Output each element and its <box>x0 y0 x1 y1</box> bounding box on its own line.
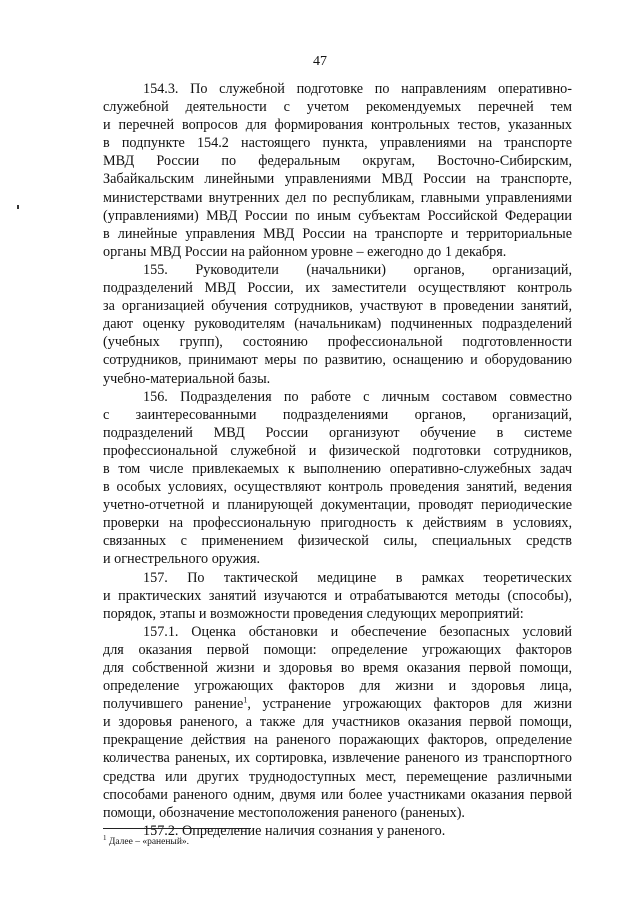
text-line: 157.2. Определение наличия сознания у раненого. <box>143 822 446 839</box>
text-line: и перечней вопросов для формирования контрольных тестов, указанных <box>103 117 572 134</box>
text-line: (учебных групп), состоянию профессиональной подготовленности <box>103 334 572 351</box>
text-line: определение угрожающих факторов для жизни и здоровья лица, <box>103 678 572 695</box>
text-line: в линейные управления МВД России на транспорте и территориальные <box>103 225 572 242</box>
text-line: учетно-отчетной и планирующей документации, проводят периодические <box>103 497 572 514</box>
text-line: связанных с применением физической силы, специальных средств <box>103 533 572 550</box>
footnote-separator <box>103 828 251 829</box>
text-line: (управлениями) МВД России по иным субъектам Российской Федерации <box>103 207 572 224</box>
text-line: прекращение действия на раненого поражающих факторов, определение <box>103 732 572 749</box>
text-line: средства или других труднодоступных мест, перемещение различными <box>103 768 572 785</box>
text-line: помощи, обозначение местоположения раненого (раненых). <box>103 804 465 821</box>
text-line: способами раненого одним, двумя или более участниками оказания первой <box>103 786 572 803</box>
text-line: для собственной жизни и здоровья во время оказания первой помощи, <box>103 660 572 676</box>
page-number: 47 <box>313 54 327 69</box>
text-line: подразделений МВД России, их заместители осуществляют контроль <box>103 280 572 297</box>
footnote <box>103 834 189 847</box>
text-line: получившего ранение$^1$, устранение угрожающих факторов для жизни <box>103 695 572 713</box>
footnote-marker: 1 <box>103 834 107 842</box>
text-line: количества раненых, их сортировка, извлечение раненого из транспортного <box>103 750 572 767</box>
body-text <box>103 80 572 840</box>
text-line: Забайкальским линейными управлениями МВД России на транспорте, <box>103 171 572 188</box>
text-line: в том числе привлекаемых к выполнению оперативно-служебных задач <box>103 460 572 477</box>
text-line: подразделений МВД России организуют обучение в системе <box>103 424 572 441</box>
text-line: МВД России по федеральным округам, Восточно-Сибирским, <box>103 153 572 170</box>
text-line: в подпункте 154.2 настоящего пункта, управлениями на транспорте <box>103 135 572 152</box>
text-line: профессиональной служебной и физической подготовки сотрудников, <box>103 442 572 459</box>
text-line: 157.1. Оценка обстановки и обеспечение безопасных условий <box>143 623 572 640</box>
text-line: и здоровья раненого, а также для участников оказания первой помощи, <box>103 714 572 731</box>
text-line: проверки на профессиональную пригодность к действиям в условиях, <box>103 515 572 532</box>
text-line: учебно-материальной базы. <box>103 370 271 387</box>
text-line: и практических занятий изучаются и отрабатываются методы (способы), <box>103 587 572 604</box>
text-line: 155. Руководители (начальники) органов, организаций, <box>143 261 572 278</box>
text-line: за организацией обучения сотрудников, участвуют в проведении занятий, <box>103 298 572 315</box>
text-line: 157. По тактической медицине в рамках теоретических <box>143 569 572 586</box>
text-line: 154.3. По служебной подготовке по направлениям оперативно- <box>143 81 572 97</box>
text-line: органы МВД России на районном уровне – ежегодно до 1 декабря. <box>103 243 507 260</box>
text-line: министерствами внутренних дел по республикам, главными управлениями <box>103 189 572 206</box>
footnote-text: Далее – «раненый». <box>108 837 190 848</box>
text-line: и огнестрельного оружия. <box>103 551 261 568</box>
footnote-reference: 1 <box>243 695 248 705</box>
text-line: в особых условиях, осуществляют контроль проведения занятий, ведения <box>103 479 572 496</box>
text-line: сотрудников, принимают меры по развитию, оснащению и оборудованию <box>103 352 572 369</box>
text-line: 156. Подразделения по работе с личным составом совместно <box>143 388 572 405</box>
text-line: с заинтересованными подразделениями органов, организаций, <box>103 406 572 423</box>
text-line: для оказания первой помощи: определение угрожающих факторов <box>103 641 572 658</box>
text-line: служебной деятельности с учетом рекомендуемых перечней тем <box>103 99 572 116</box>
text-line: дают оценку руководителям (начальникам) подчиненных подразделений <box>103 316 572 333</box>
margin-mark <box>17 205 19 209</box>
text-line: порядок, этапы и возможности проведения следующих мероприятий: <box>103 605 524 622</box>
